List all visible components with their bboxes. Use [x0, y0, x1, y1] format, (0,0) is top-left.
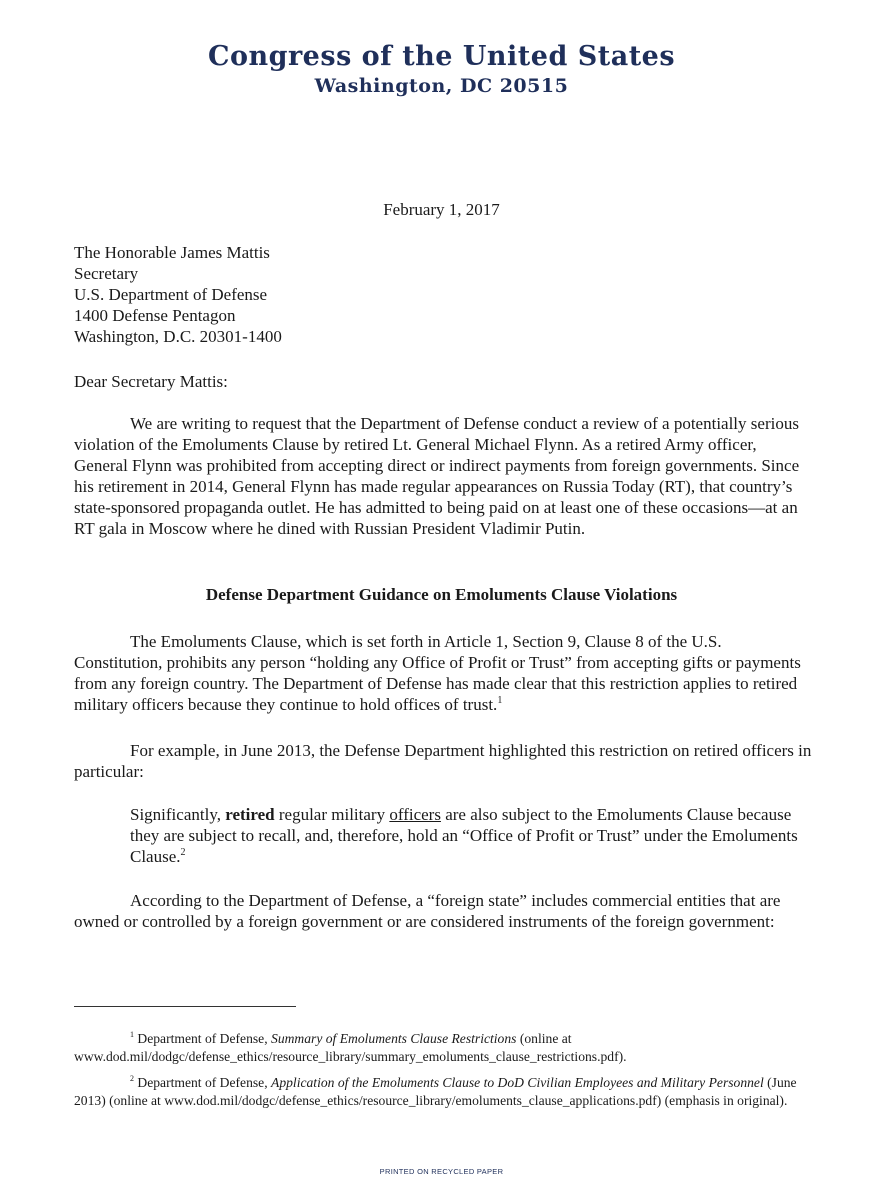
footnote-text: (online at www.dod.mil/dodgc/defense_ethics/resource_library/summary_emoluments_clause_restrictions.pdf). [74, 1031, 627, 1064]
quote-text: are also subject to the Emoluments Clause because they are subject to recall, and, therefore, hold an “Office of Profit or Trust” under the Emoluments Clause. [130, 805, 798, 866]
footnote-text: Department of Defense, [134, 1075, 272, 1090]
letterhead-title: Congress of the United States [207, 41, 676, 72]
letter-date: February 1, 2017 [383, 200, 500, 219]
paragraph-text: The Emoluments Clause, which is set forth in Article 1, Section 9, Clause 8 of the U.S. Constitution, prohibits any person “holding any Office of Profit or Trust” from accepting gifts or payments from any foreign country. The Department of Defense has made clear that this restriction applies to retired military officers because they continue to hold offices of trust. [74, 632, 801, 714]
paragraph-example: For example, in June 2013, the Defense Department highlighted this restriction on retired officers in particular: [74, 741, 812, 781]
section-heading: Defense Department Guidance on Emoluments Clause Violations [205, 585, 678, 604]
footnote-1 [74, 1030, 814, 1065]
quote-text: Significantly, [130, 805, 226, 824]
footnote-number: 1 [130, 1030, 134, 1039]
address-line: The Honorable James Mattis [74, 243, 270, 262]
recipient-address [74, 242, 282, 347]
address-line: 1400 Defense Pentagon [74, 306, 236, 325]
footnote-title: Application of the Emoluments Clause to DoD Civilian Employees and Military Personnel [271, 1075, 764, 1090]
footnote-number: 2 [130, 1074, 134, 1083]
paragraph-request: We are writing to request that the Department of Defense conduct a review of a potentially serious violation of the Emoluments Clause by retired Lt. General Michael Flynn. As a retired Army officer, General Flynn was prohibited from accepting direct or indirect payments from foreign governments. Since his retirement in 2014, General Flynn has made regular appearances on Russia Today (RT), that country’s state-sponsored propaganda outlet. He has admitted to being paid on at least one of these occasions—at an RT gala in Moscow where he dined with Russian President Vladimir Putin. [74, 414, 800, 538]
footnote-text: Department of Defense, [134, 1031, 272, 1046]
footnote-text: (June 2013) (online at www.dod.mil/dodgc/defense_ethics/resource_library/emoluments_clause_applications.pdf) (emphasis in original). [74, 1075, 797, 1108]
footnote-2 [74, 1074, 814, 1109]
footnote-title: Summary of Emoluments Clause Restrictions [271, 1031, 517, 1046]
block-quote [130, 804, 820, 867]
footnote-ref: 1 [497, 695, 503, 706]
recycled-paper-note: PRINTED ON RECYCLED PAPER [379, 1167, 504, 1176]
letterhead [0, 42, 883, 98]
address-line: Washington, D.C. 20301-1400 [74, 327, 282, 346]
paragraph-foreign-state: According to the Department of Defense, a “foreign state” includes commercial entities that are owned or controlled by a foreign government or are considered instruments of the foreign government: [74, 891, 781, 931]
salutation: Dear Secretary Mattis: [74, 372, 228, 391]
quote-text: regular military [274, 805, 390, 824]
footnote-divider [74, 1006, 296, 1007]
address-line: U.S. Department of Defense [74, 285, 268, 304]
quote-underlined-text: officers [389, 805, 441, 824]
footnote-ref: 2 [180, 847, 186, 858]
paragraph-emoluments-clause [74, 631, 814, 715]
quote-bold-text: retired [225, 805, 275, 824]
address-line: Secretary [74, 264, 139, 283]
letterhead-address: Washington, DC 20515 [314, 75, 569, 97]
